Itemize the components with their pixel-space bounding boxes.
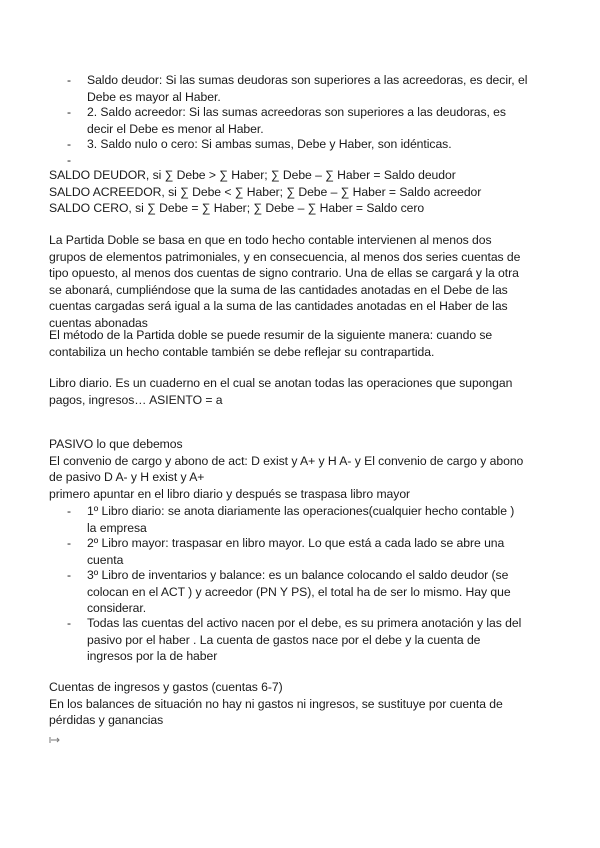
paragraph-line: Libro diario. Es un cuaderno en el cual se anotan todas las operaciones que supongan <box>49 376 513 390</box>
list-item-line: la empresa <box>87 520 147 535</box>
list-bullet: - <box>67 504 72 518</box>
list-bullet: - <box>67 73 72 87</box>
list-bullet: - <box>67 137 72 151</box>
list-bullet: - <box>67 153 72 167</box>
list-bullet: - <box>67 568 72 582</box>
cursor-mark-icon <box>49 736 61 744</box>
paragraph-line: cuentas cargadas será igual a la suma de las cantidades anotadas en el Haber de las <box>49 299 508 313</box>
paragraph-line: primero apuntar en el libro diario y después se traspasa libro mayor <box>49 487 411 501</box>
list-item-line: 3º Libro de inventarios y balance: es un balance colocando el saldo deudor (se <box>87 568 509 582</box>
list-item-line: colocan en el ACT ) y acreedor (PN Y PS), el total ha de ser lo mismo. Hay que <box>87 584 511 599</box>
list-bullet: - <box>67 105 72 119</box>
list-item-line: cuenta <box>87 552 124 567</box>
paragraph-line: se abonará, cumpliéndose que la suma de las cantidades anotadas en el Debe de las <box>49 282 508 297</box>
paragraph-line: PASIVO lo que debemos <box>49 437 183 451</box>
list-item-line: pasivo por el haber . La cuenta de gastos nace por el debe y la cuenta de <box>87 632 481 647</box>
list-item-line: 1º Libro diario: se anota diariamente las operaciones(cualquier hecho contable ) <box>87 504 515 518</box>
formula-line: SALDO CERO, si ∑ Debe = ∑ Haber; ∑ Debe – ∑ Haber = Saldo cero <box>49 201 425 215</box>
list-bullet: - <box>67 536 72 550</box>
paragraph-line: El convenio de cargo y abono de act: D exist y A+ y H A- y El convenio de cargo y abono <box>49 453 524 468</box>
paragraph-line: de pasivo D A- y H exist y A+ <box>49 470 205 484</box>
paragraph-line: En los balances de situación no hay ni gastos ni ingresos, se sustituye por cuenta de <box>49 696 503 711</box>
paragraph-line: pagos, ingresos… ASIENTO = a <box>49 392 223 407</box>
list-item-line: ingresos por la de haber <box>87 649 218 663</box>
paragraph-line: tipo opuesto, al menos dos cuentas de signo contrario. Una de ellas se cargará y la otra <box>49 266 519 280</box>
list-item-line: 2. Saldo acreedor: Si las sumas acreedoras son superiores a las deudoras, es <box>87 105 506 119</box>
paragraph-line: El método de la Partida doble se puede resumir de la siguiente manera: cuando se <box>49 328 493 342</box>
paragraph-line: contabiliza un hecho contable también se debe reflejar su contrapartida. <box>49 344 435 359</box>
list-bullet: - <box>67 616 72 630</box>
paragraph-line: grupos de elementos patrimoniales, y en consecuencia, al menos dos series cuentas de <box>49 249 521 264</box>
paragraph-line: cuentas abonadas <box>49 315 148 330</box>
list-item-line: 2º Libro mayor: traspasar en libro mayor. Lo que está a cada lado se abre una <box>87 536 505 550</box>
formula-line: SALDO ACREEDOR, si ∑ Debe < ∑ Haber; ∑ Debe – ∑ Haber = Saldo acreedor <box>49 184 482 199</box>
formula-line: SALDO DEUDOR, si ∑ Debe > ∑ Haber; ∑ Debe – ∑ Haber = Saldo deudor <box>49 168 456 182</box>
list-item-line: Saldo deudor: Si las sumas deudoras son superiores a las acreedoras, es decir, el <box>87 73 528 87</box>
list-item-line: considerar. <box>87 601 147 615</box>
paragraph-line: Cuentas de ingresos y gastos (cuentas 6-7) <box>49 680 283 694</box>
paragraph-line: pérdidas y ganancias <box>49 713 164 727</box>
list-item-line: Debe es mayor al Haber. <box>87 89 221 104</box>
list-item-line: 3. Saldo nulo o cero: Si ambas sumas, Debe y Haber, son idénticas. <box>87 137 452 151</box>
paragraph-line: La Partida Doble se basa en que en todo hecho contable intervienen al menos dos <box>49 233 492 247</box>
list-item-line: Todas las cuentas del activo nacen por el debe, es su primera anotación y las del <box>87 616 522 630</box>
list-item-line: decir el Debe es menor al Haber. <box>87 121 264 136</box>
